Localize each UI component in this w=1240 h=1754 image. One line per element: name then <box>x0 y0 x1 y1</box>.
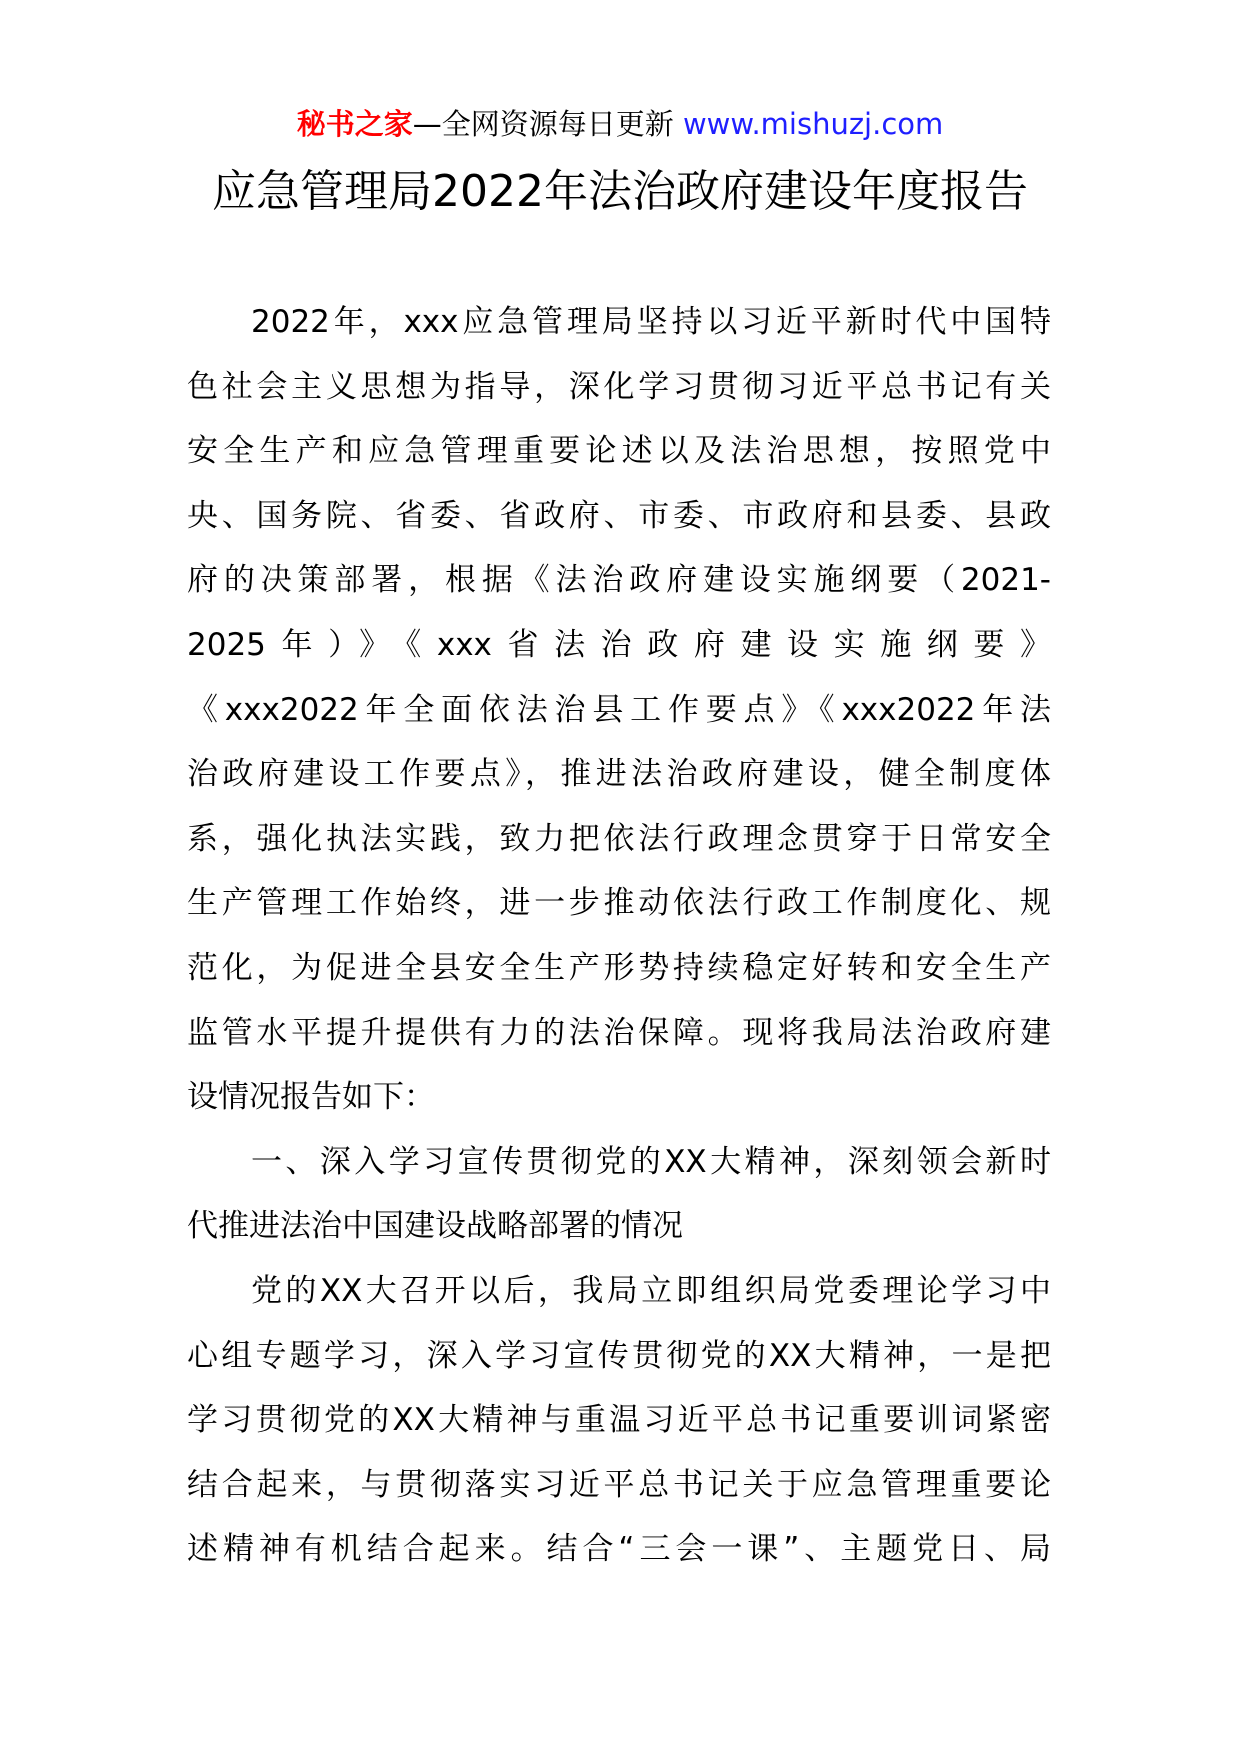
document-title: 应急管理局2022年法治政府建设年度报告 <box>212 166 1028 217</box>
site-header <box>0 104 1240 144</box>
body-line: 《xxx2022年全面依法治县工作要点》《xxx2022年法 <box>187 691 1051 728</box>
body-line: 心组专题学习，深入学习宣传贯彻党的XX大精神，一是把 <box>187 1337 1051 1374</box>
section-heading-line: 一、深入学习宣传贯彻党的XX大精神，深刻领会新时 <box>251 1143 1051 1180</box>
body-line: 央、国务院、省委、省政府、市委、市政府和县委、县政 <box>187 497 1051 534</box>
body-line: 府的决策部署，根据《法治政府建设实施纲要（2021- <box>187 562 1051 599</box>
site-brand: 秘书之家 <box>296 107 413 141</box>
body-line: 安全生产和应急管理重要论述以及法治思想，按照党中 <box>187 433 1051 470</box>
body-line: 党的XX大召开以后，我局立即组织局党委理论学习中 <box>251 1272 1051 1309</box>
document-body <box>187 290 1051 1582</box>
body-line: 监管水平提升提供有力的法治保障。现将我局法治政府建 <box>187 1014 1051 1051</box>
body-line: 结合起来，与贯彻落实习近平总书记关于应急管理重要论 <box>187 1466 1051 1503</box>
body-line: 色社会主义思想为指导，深化学习贯彻习近平总书记有关 <box>187 368 1051 405</box>
body-line: 系，强化执法实践，致力把依法行政理念贯穿于日常安全 <box>187 820 1051 857</box>
body-line: 述精神有机结合起来。结合“三会一课”、主题党日、局 <box>187 1531 1051 1568</box>
body-line: 2025年）》《xxx省法治政府建设实施纲要》 <box>187 626 1051 663</box>
body-line: 2022年，xxx应急管理局坚持以习近平新时代中国特 <box>251 304 1051 340</box>
site-url-link[interactable]: www.mishuzj.com <box>682 107 944 141</box>
body-line: 设情况报告如下： <box>187 1079 435 1116</box>
body-line: 治政府建设工作要点》，推进法治政府建设，健全制度体 <box>187 756 1051 793</box>
body-line: 学习贯彻党的XX大精神与重温习近平总书记重要训词紧密 <box>187 1402 1051 1439</box>
body-line: 范化，为促进全县安全生产形势持续稳定好转和安全生产 <box>187 949 1051 986</box>
section-heading-line: 代推进法治中国建设战略部署的情况 <box>187 1208 683 1245</box>
body-line: 生产管理工作始终，进一步推动依法行政工作制度化、规 <box>187 885 1051 922</box>
site-tagline: —全网资源每日更新 <box>412 107 674 141</box>
